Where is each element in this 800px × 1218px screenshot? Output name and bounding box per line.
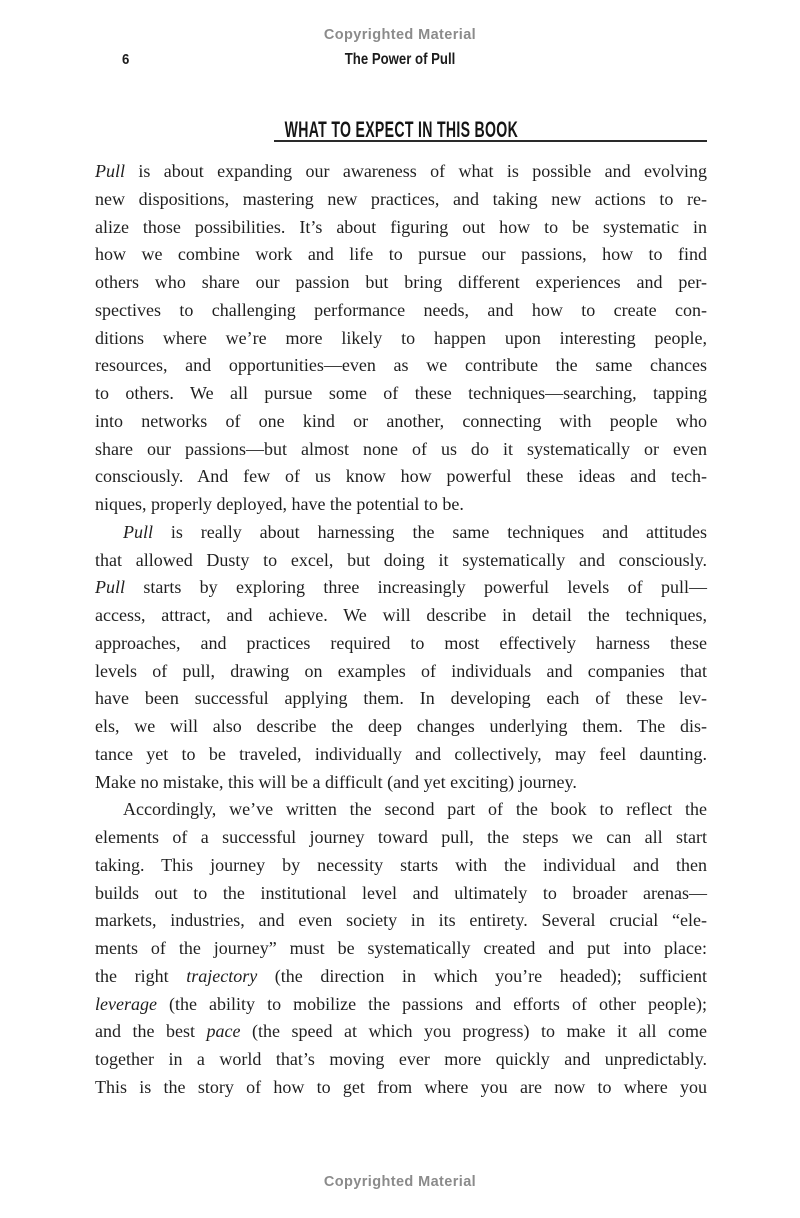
italic-text: pace — [206, 1021, 241, 1042]
body-text-segment: into networks of one kind or another, connecting with people who — [95, 410, 707, 431]
body-line — [95, 796, 707, 824]
body-text-segment: new dispositions, mastering new practices, and taking new actions to re- — [95, 188, 707, 209]
body-text-segment: resources, and opportunities—even as we contribute the same chances — [95, 355, 707, 376]
body-line — [95, 186, 707, 214]
body-text-segment: approaches, and practices required to most effectively harness these — [95, 632, 707, 653]
body-line — [95, 963, 707, 991]
body-line — [95, 1046, 707, 1074]
paragraph — [95, 158, 707, 519]
body-text-segment: els, we will also describe the deep changes underlying them. The dis- — [95, 716, 707, 736]
body-text-segment: and the best — [95, 1021, 207, 1042]
watermark-bottom: Copyrighted Material — [323, 1174, 477, 1190]
paragraph — [95, 796, 707, 1101]
body-text-segment: spectives to challenging performance needs, and how to create con- — [95, 299, 707, 320]
body-text — [95, 158, 707, 1102]
section-heading-row — [95, 117, 707, 145]
body-text-segment: elements of a successful journey toward pull, the steps we can all start — [95, 827, 707, 847]
body-line — [95, 630, 707, 658]
body-line — [95, 408, 707, 436]
paragraph — [95, 519, 707, 797]
body-text-segment: (the speed at which you progress) to make it all come — [240, 1021, 707, 1042]
heading-text-wrap — [95, 117, 707, 143]
body-line — [95, 380, 707, 408]
watermark-top: Copyrighted Material — [323, 27, 477, 43]
running-head-row — [0, 51, 800, 73]
body-line — [95, 824, 707, 852]
body-text-segment: consciously. And few of us know how powerful these ideas and tech- — [95, 466, 707, 487]
body-line — [95, 880, 707, 908]
body-text-segment: that allowed Dusty to excel, but doing it systematically and consciously. — [95, 549, 707, 570]
body-text-segment: is about expanding our awareness of what is possible and evolving — [125, 161, 707, 181]
body-line — [95, 713, 707, 741]
body-line — [95, 297, 707, 325]
body-text-segment: have been successful applying them. In developing each of these lev- — [95, 688, 707, 709]
body-text-segment: taking. This journey by necessity starts with the individual and then — [95, 854, 707, 875]
body-text-segment: ments of the journey” must be systematically created and put into place: — [95, 938, 707, 958]
body-text-segment: markets, industries, and even society in its entirety. Several crucial “ele- — [95, 910, 707, 931]
body-text-segment: (the direction in which you’re headed); sufficient — [257, 965, 707, 986]
running-title: The Power of Pull — [344, 51, 456, 68]
body-line — [95, 352, 707, 380]
body-text-segment: is really about harnessing the same techniques and attitudes — [153, 521, 707, 542]
body-line — [95, 602, 707, 630]
body-text-segment: Accordingly, we’ve written the second part of the book to reflect the — [123, 799, 707, 820]
body-text-segment: others who share our passion but bring different experiences and per- — [95, 272, 707, 292]
body-line — [95, 769, 707, 797]
body-text-segment: niques, properly deployed, have the potential to be. — [95, 494, 464, 514]
running-title-wrap — [0, 51, 800, 69]
italic-text: Pull — [123, 521, 153, 542]
body-line — [95, 741, 707, 769]
body-text-segment: ditions where we’re more likely to happen upon interesting people, — [95, 327, 707, 348]
body-text-segment: Make no mistake, this will be a difficult (and yet exciting) journey. — [95, 771, 577, 792]
italic-text: Pull — [95, 161, 125, 181]
body-line — [95, 436, 707, 464]
body-line — [95, 241, 707, 269]
body-text-segment: the right — [95, 965, 187, 986]
body-line — [95, 269, 707, 297]
body-text-segment: to others. We all pursue some of these techniques—searching, tapping — [95, 383, 707, 403]
body-text-segment: levels of pull, drawing on examples of individuals and companies that — [95, 660, 707, 681]
page-number: 6 — [122, 51, 130, 68]
body-line — [95, 463, 707, 491]
section-heading: WHAT TO EXPECT IN THIS BOOK — [284, 117, 518, 142]
body-text-segment: tance yet to be traveled, individually and collectively, may feel daunting. — [95, 743, 707, 764]
body-line — [95, 519, 707, 547]
body-text-segment: access, attract, and achieve. We will describe in detail the techniques, — [95, 605, 707, 625]
body-text-segment: (the ability to mobilize the passions and efforts of other people); — [156, 993, 707, 1014]
body-line — [95, 935, 707, 963]
body-text-segment: builds out to the institutional level and ultimately to broader arenas— — [95, 882, 707, 903]
body-line — [95, 491, 707, 519]
body-line — [95, 1074, 707, 1102]
body-text-segment: alize those possibilities. It’s about figuring out how to be systematic in — [95, 216, 707, 237]
body-text-segment: together in a world that’s moving ever more quickly and unpredictably. — [95, 1049, 707, 1069]
body-line — [95, 574, 707, 602]
body-line — [95, 1018, 707, 1046]
body-text-segment: starts by exploring three increasingly powerful levels of pull— — [125, 577, 707, 598]
body-line — [95, 158, 707, 186]
italic-text: Pull — [95, 577, 125, 598]
body-line — [95, 214, 707, 242]
body-text-segment: share our passions—but almost none of us do it systematically or even — [95, 438, 707, 459]
body-line — [95, 852, 707, 880]
body-line — [95, 907, 707, 935]
italic-text: leverage — [95, 993, 157, 1014]
body-line — [95, 991, 707, 1019]
italic-text: trajectory — [186, 965, 258, 986]
body-text-segment: This is the story of how to get from where you are now to where you — [95, 1076, 707, 1097]
body-line — [95, 547, 707, 575]
body-line — [95, 658, 707, 686]
body-line — [95, 325, 707, 353]
body-line — [95, 685, 707, 713]
body-text-segment: how we combine work and life to pursue our passions, how to find — [95, 244, 707, 265]
